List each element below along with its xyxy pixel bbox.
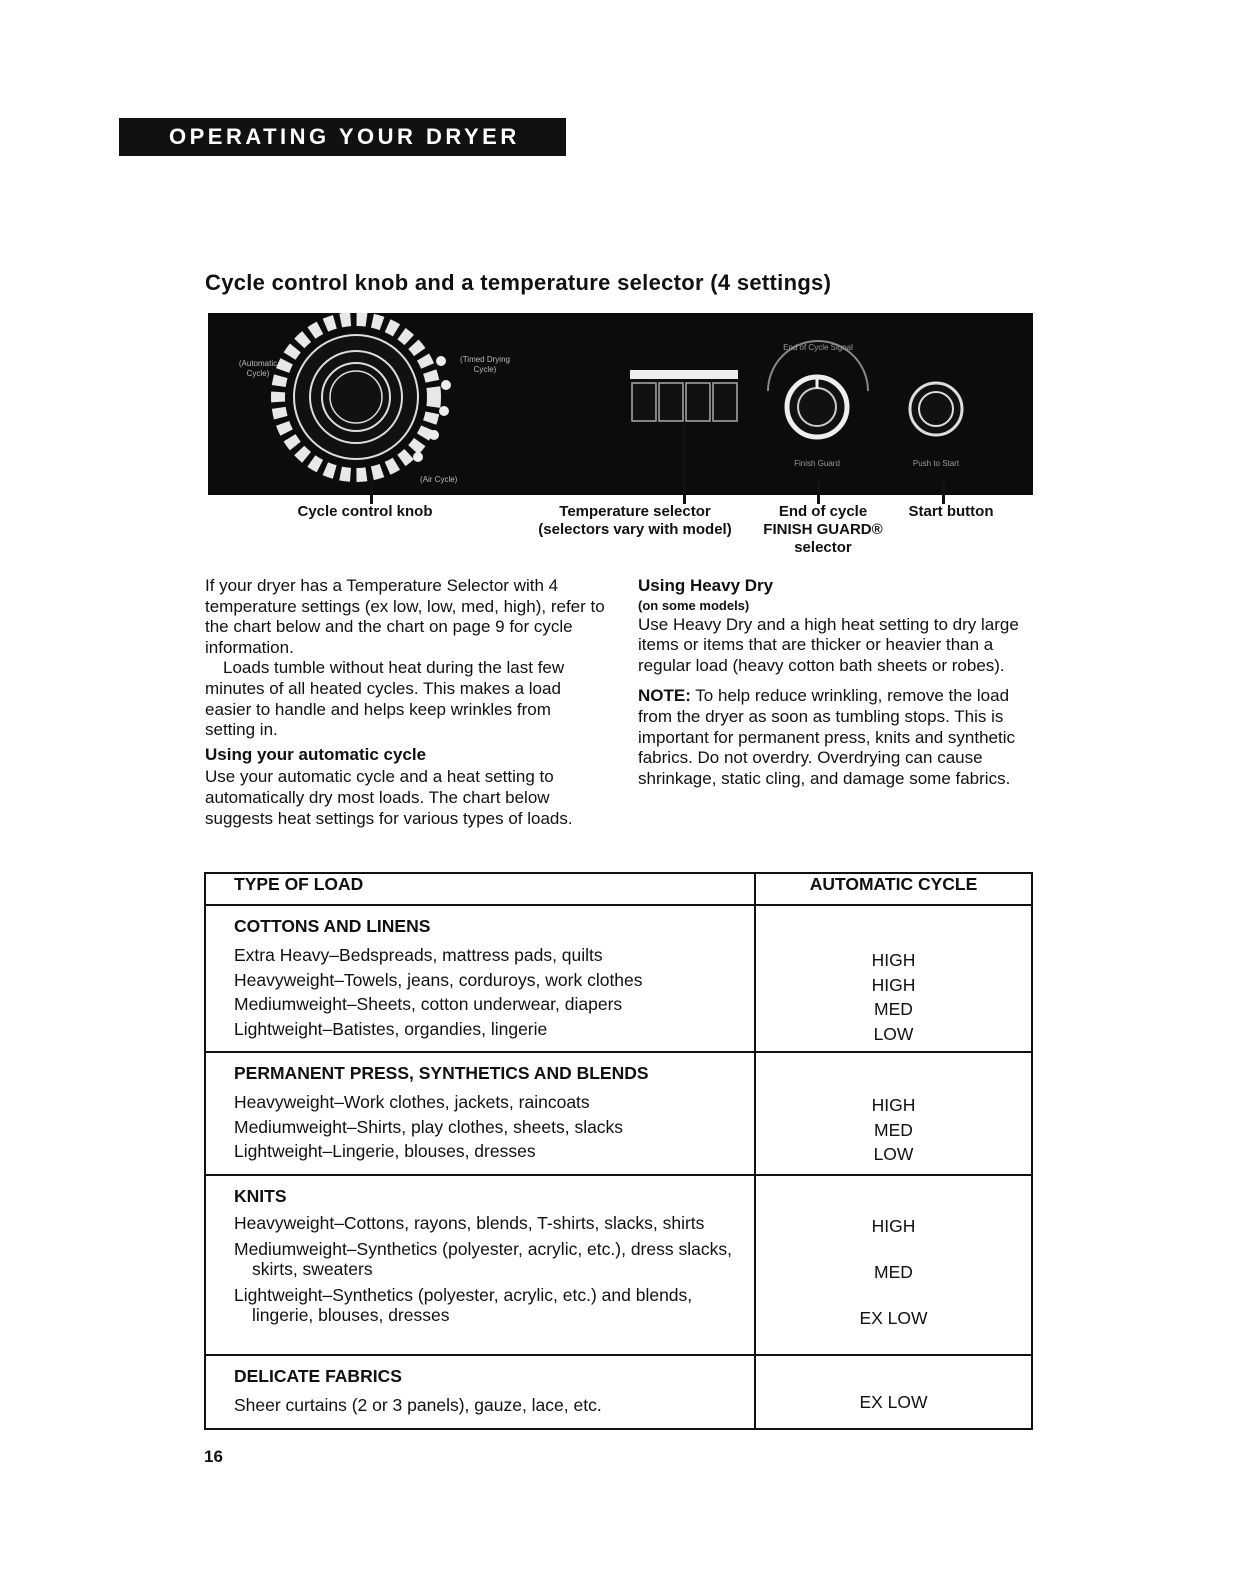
group-title: DELICATE FABRICS xyxy=(234,1365,402,1386)
table-row xyxy=(205,1052,1032,1175)
cycle-value: EX LOW xyxy=(859,1391,928,1412)
automatic-cycle-label: (Automatic Cycle) xyxy=(238,359,278,378)
cycle-value: HIGH xyxy=(871,1215,916,1236)
cycle-value: EX LOW xyxy=(859,1307,928,1328)
cycle-value: HIGH xyxy=(871,1095,916,1115)
load-row: Extra Heavy–Bedspreads, mattress pads, quilts xyxy=(234,945,603,965)
note-label: NOTE: xyxy=(638,686,691,706)
load-type-cell xyxy=(205,1052,755,1175)
load-row: Heavyweight–Towels, jeans, corduroys, work clothes xyxy=(234,969,643,990)
temp-selector-callout-line2: (selectors vary with model) xyxy=(538,521,732,538)
cycle-knob-callout: Cycle control knob xyxy=(297,503,433,520)
load-row: Lightweight–Lingerie, blouses, dresses xyxy=(234,1141,536,1161)
cycle-value: LOW xyxy=(873,1023,914,1044)
table-row xyxy=(205,905,1032,1052)
left-text-column xyxy=(205,576,605,829)
load-row: Mediumweight–Sheets, cotton underwear, diapers xyxy=(234,994,623,1014)
timed-cycle-label: (Timed Drying Cycle) xyxy=(460,355,510,374)
end-cycle-callout xyxy=(758,503,888,557)
load-row: Mediumweight–Synthetics (polyester, acrylic, etc.), dress slacks, skirts, sweaters xyxy=(234,1238,732,1279)
section-title: Cycle control knob and a temperature selector (4 settings) xyxy=(205,270,832,295)
cycle-setting-cell xyxy=(755,1355,1032,1429)
tumble-paragraph: Loads tumble without heat during the last few minutes of all heated cycles. This makes a load easier to handle and helps keep wrinkles from setting in. xyxy=(205,658,565,740)
group-title: COTTONS AND LINENS xyxy=(234,916,431,936)
automatic-cycle-paragraph: Use your automatic cycle and a heat setting to automatically dry most loads. The chart below suggests heat settings for various types of loads. xyxy=(205,767,573,828)
temp-selector-paragraph: If your dryer has a Temperature Selector with 4 temperature settings (ex low, low, med, high), refer to the chart below and the chart on page 9 for cycle information. xyxy=(205,576,605,657)
cycle-knob-dial xyxy=(278,319,451,475)
push-to-start-label: Push to Start xyxy=(912,459,960,468)
page-number: 16 xyxy=(204,1447,223,1466)
note-paragraph xyxy=(638,686,1034,789)
load-row: Mediumweight–Shirts, play clothes, sheets, slacks xyxy=(234,1116,624,1137)
end-cycle-callout-line1: End of cycle xyxy=(778,503,868,520)
heavy-dry-paragraph: Use Heavy Dry and a high heat setting to dry large items or items that are thicker or heavier than a regular load (heavy cotton bath sheets or robes). xyxy=(638,614,1019,675)
end-cycle-leader xyxy=(817,478,820,504)
dryer-control-panel-illustration xyxy=(208,313,1033,495)
end-cycle-callout-line3: selector xyxy=(794,539,852,556)
group-title: PERMANENT PRESS, SYNTHETICS AND BLENDS xyxy=(234,1063,649,1083)
type-of-load-header: TYPE OF LOAD xyxy=(205,873,755,905)
load-row: Lightweight–Batistes, organdies, lingerie xyxy=(234,1018,548,1039)
end-signal-label: End of Cycle Signal xyxy=(783,343,853,352)
right-text-column xyxy=(638,576,1034,789)
heavy-dry-heading: Using Heavy Dry xyxy=(638,576,774,595)
group-title: KNITS xyxy=(234,1185,287,1206)
load-type-cell xyxy=(205,1355,755,1429)
end-cycle-callout-line2: FINISH GUARD® xyxy=(763,521,883,538)
load-settings-table xyxy=(204,872,1033,1430)
table-header-row xyxy=(205,873,1032,905)
load-row: Lightweight–Synthetics (polyester, acrylic, etc.) and blends, lingerie, blouses, dresses xyxy=(234,1284,693,1325)
cycle-knob-leader xyxy=(370,484,373,504)
cycle-setting-cell xyxy=(755,905,1032,1052)
load-row: Heavyweight–Work clothes, jackets, raincoats xyxy=(234,1092,590,1112)
temp-selector-callout-line1: Temperature selector xyxy=(559,503,711,520)
heavy-dry-subheading: (on some models) xyxy=(638,597,750,613)
cycle-setting-cell xyxy=(755,1175,1032,1355)
start-button-graphic xyxy=(910,383,962,435)
cycle-value: LOW xyxy=(873,1144,914,1164)
table-row xyxy=(205,1175,1032,1355)
cycle-setting-cell xyxy=(755,1052,1032,1175)
table-row xyxy=(205,1355,1032,1429)
load-row: Heavyweight–Cottons, rayons, blends, T-shirts, slacks, shirts xyxy=(234,1212,705,1233)
start-button-leader xyxy=(942,478,945,504)
section-banner: OPERATING YOUR DRYER xyxy=(119,118,566,156)
temperature-selector-buttons xyxy=(630,370,738,421)
load-row: Sheer curtains (2 or 3 panels), gauze, lace, etc. xyxy=(234,1394,602,1415)
automatic-cycle-heading: Using your automatic cycle xyxy=(205,744,427,764)
load-type-cell xyxy=(205,905,755,1052)
start-button-callout: Start button xyxy=(908,503,994,520)
cycle-value: MED xyxy=(874,1119,913,1140)
finish-guard-knob xyxy=(768,341,868,437)
automatic-cycle-header: AUTOMATIC CYCLE xyxy=(755,873,1032,905)
load-type-cell xyxy=(205,1175,755,1355)
note-text: To help reduce wrinkling, remove the load from the dryer as soon as tumbling stops. This is important for permanent press, knits and synthetic fabrics. Do not overdry. Overdrying can cause shrinkage, static cling, and damage some fabrics. xyxy=(638,686,1016,788)
cycle-value: MED xyxy=(874,1261,913,1282)
cycle-value: HIGH xyxy=(871,950,916,970)
cycle-value: HIGH xyxy=(871,974,916,995)
air-cycle-label: (Air Cycle) xyxy=(420,475,458,484)
temp-selector-leader xyxy=(683,424,686,504)
cycle-value: MED xyxy=(874,999,913,1019)
temp-selector-callout xyxy=(520,503,750,539)
finish-guard-label: Finish Guard xyxy=(794,459,840,468)
